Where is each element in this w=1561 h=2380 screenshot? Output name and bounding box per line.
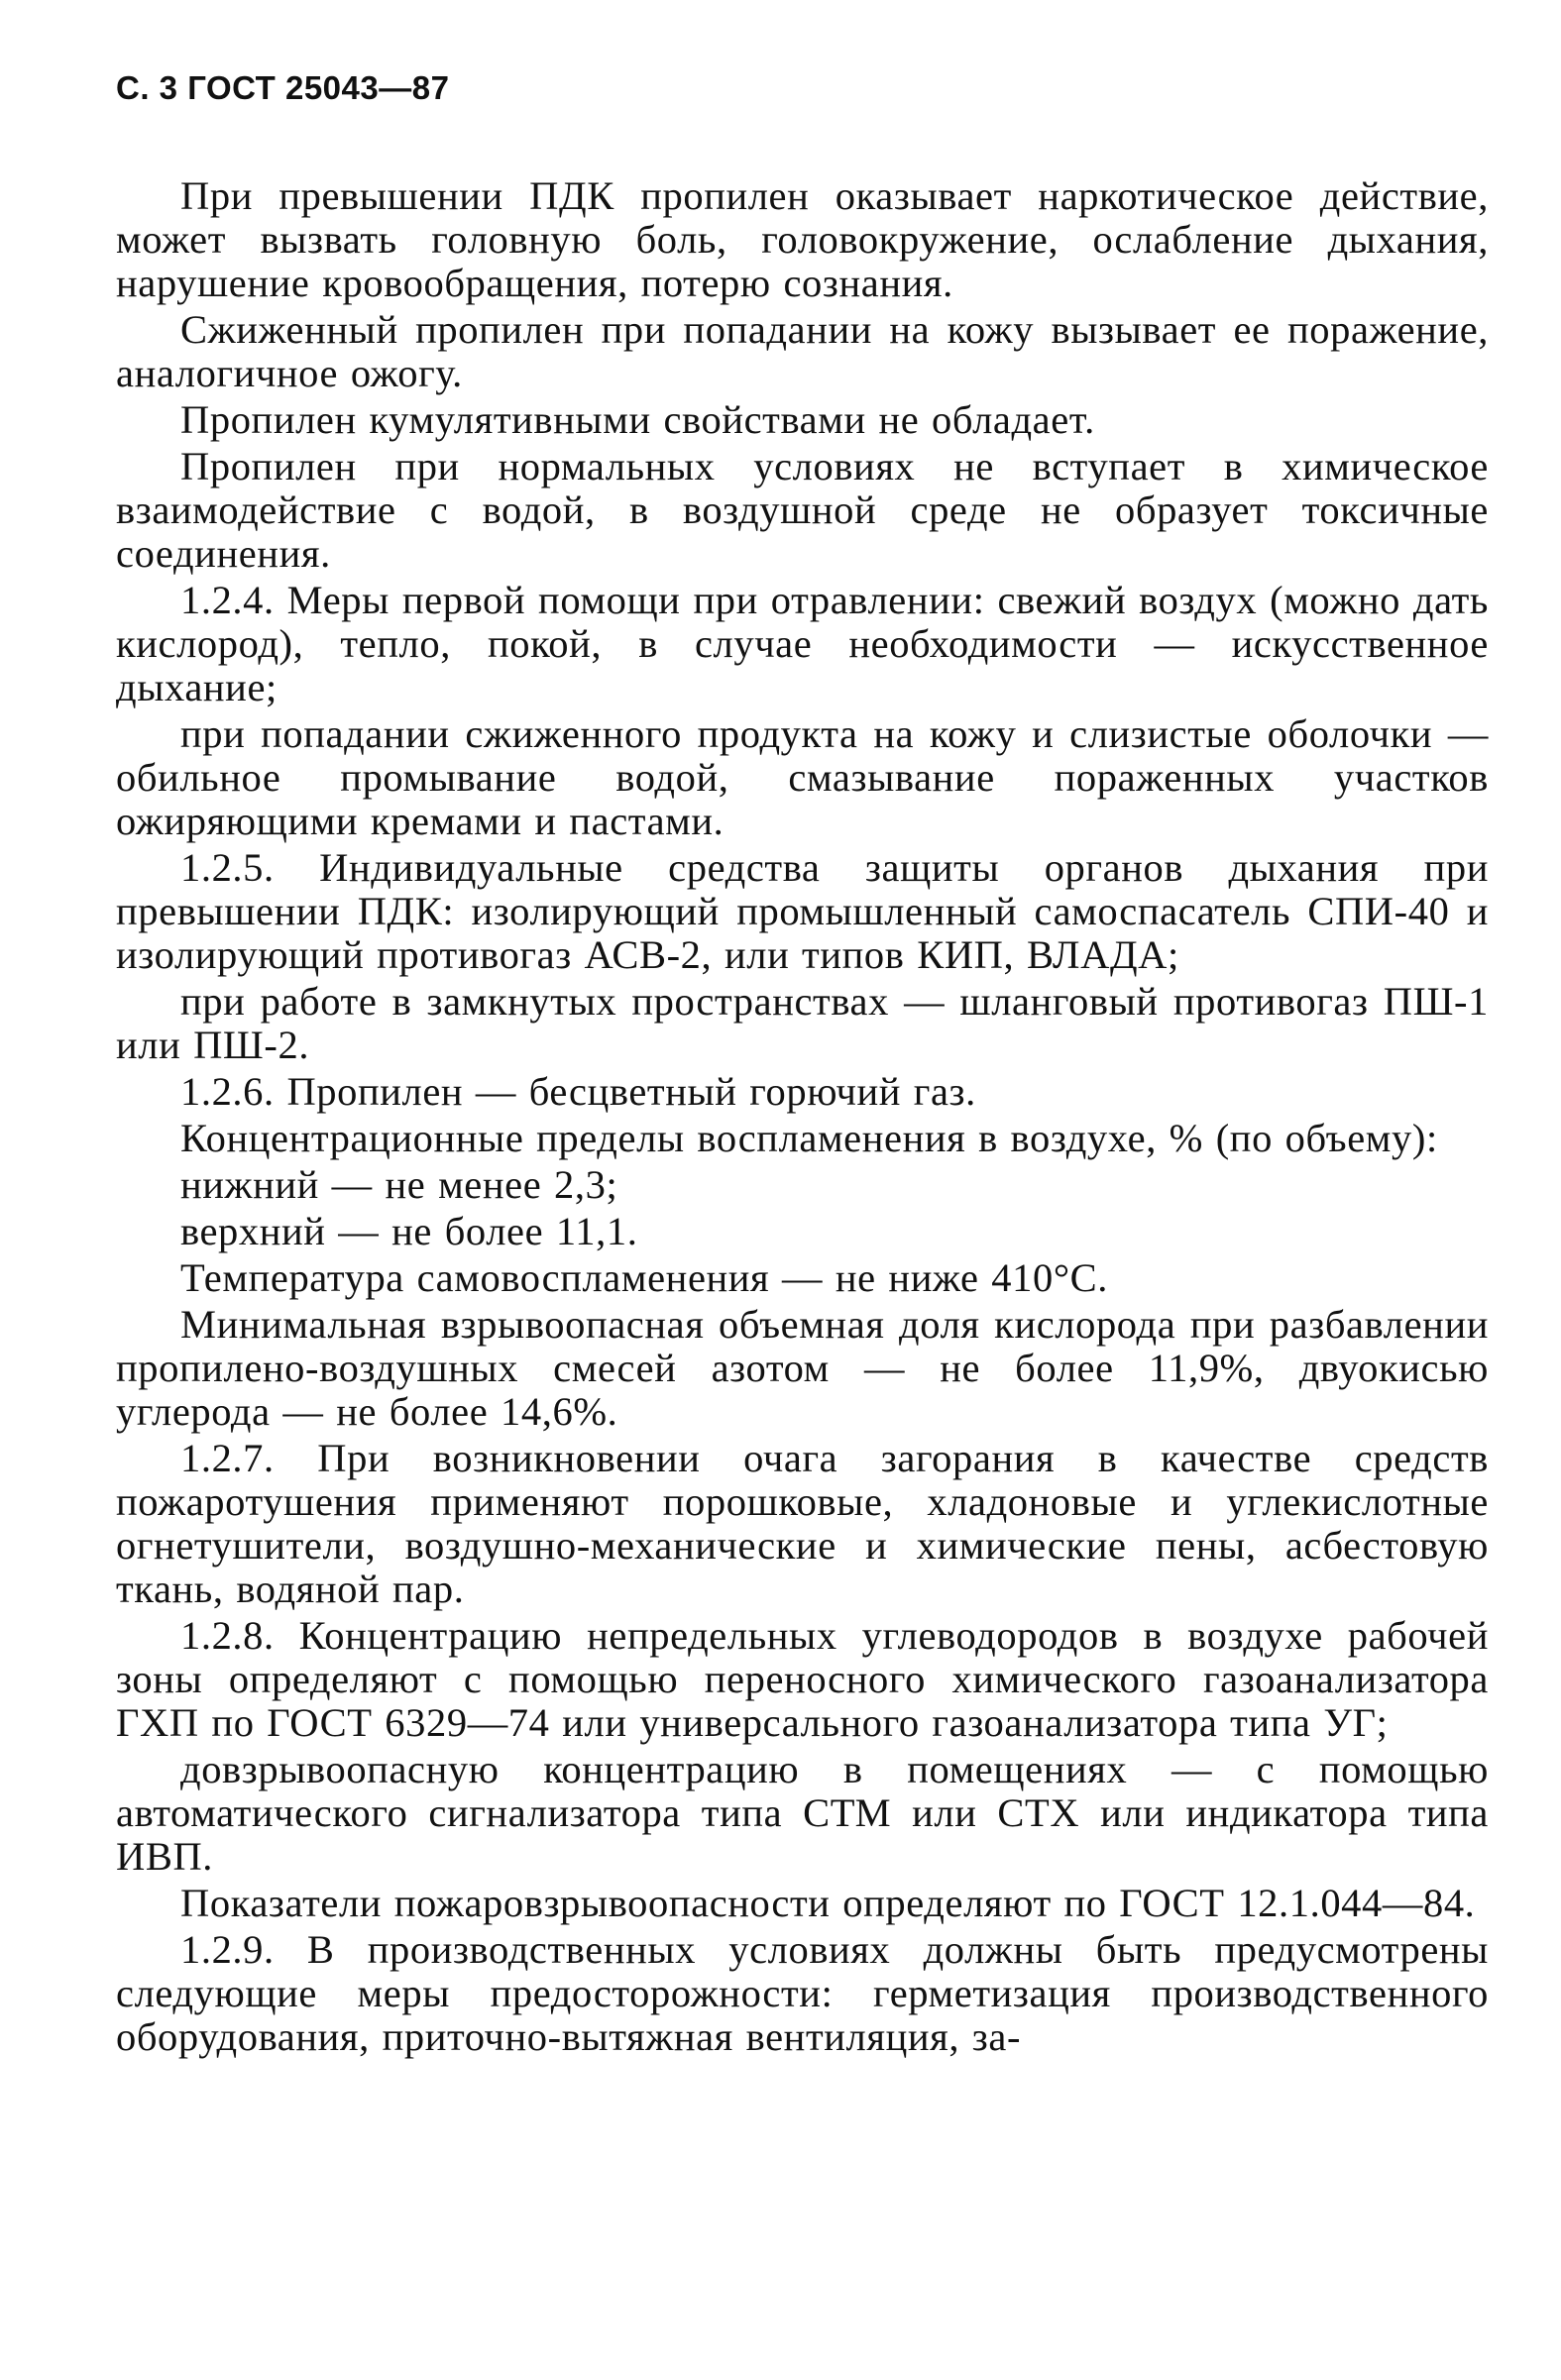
paragraph: 1.2.8. Концентрацию непредельных углеводородов в воздухе рабочей зоны определяют с помощью переносного химического газоанализатора ГХП по ГОСТ 6329—74 или универсального газоанализатора типа УГ;	[116, 1613, 1489, 1745]
paragraph: Концентрационные пределы воспламенения в воздухе, % (по объему):	[180, 1116, 1438, 1160]
paragraph: верхний — не более 11,1.	[180, 1209, 638, 1253]
paragraph: Температура самовоспламенения — не ниже 410°С.	[180, 1255, 1108, 1300]
paragraph: 1.2.6. Пропилен — бесцветный горючий газ.	[180, 1069, 976, 1114]
page-header: С. 3 ГОСТ 25043—87	[116, 69, 450, 106]
paragraph: Пропилен при нормальных условиях не вступает в химическое взаимодействие с водой, в воздушной среде не образует токсичные соединения.	[116, 444, 1489, 576]
document-page	[116, 69, 1489, 2062]
paragraph: 1.2.5. Индивидуальные средства защиты органов дыхания при превышении ПДК: изолирующий промышленный самоспасатель СПИ-40 и изолирующий противогаз АСВ-2, или типов КИП, ВЛАДА;	[116, 845, 1489, 977]
paragraph: при работе в замкнутых пространствах — шланговый противогаз ПШ-1 или ПШ-2.	[116, 979, 1489, 1067]
paragraph: при попадании сжиженного продукта на кожу и слизистые оболочки — обильное промывание водой, смазывание пораженных участков ожиряющими кремами и пастами.	[116, 711, 1489, 843]
paragraph: 1.2.9. В производственных условиях должны быть предусмотрены следующие меры предосторожности: герметизация производственного оборудования, приточно-вытяжная вентиляция, за-	[116, 1927, 1489, 2059]
paragraph: 1.2.7. При возникновении очага загорания в качестве средств пожаротушения применяют порошковые, хладоновые и углекислотные огнетушители, воздушно-механические и химические пены, асбестовую ткань, водяной пар.	[116, 1436, 1489, 1611]
paragraph: Показатели пожаровзрывоопасности определяют по ГОСТ 12.1.044—84.	[180, 1881, 1476, 1925]
paragraph: При превышении ПДК пропилен оказывает наркотическое действие, может вызвать головную боль, головокружение, ослабление дыхания, нарушение кровообращения, потерю сознания.	[116, 173, 1489, 305]
paragraph: нижний — не менее 2,3;	[180, 1162, 618, 1207]
paragraph: Пропилен кумулятивными свойствами не обладает.	[180, 397, 1095, 442]
paragraph: Минимальная взрывоопасная объемная доля кислорода при разбавлении пропилено-воздушных смесей азотом — не более 11,9%, двуокисью углерода — не более 14,6%.	[116, 1302, 1489, 1434]
paragraph: Сжиженный пропилен при попадании на кожу вызывает ее поражение, аналогичное ожогу.	[116, 307, 1489, 395]
paragraph: 1.2.4. Меры первой помощи при отравлении: свежий воздух (можно дать кислород), тепло, покой, в случае необходимости — искусственное дыхание;	[116, 578, 1489, 709]
paragraph: довзрывоопасную концентрацию в помещениях — с помощью автоматического сигнализатора типа СТМ или СТХ или индикатора типа ИВП.	[116, 1747, 1489, 1879]
document-body	[116, 174, 1489, 2059]
